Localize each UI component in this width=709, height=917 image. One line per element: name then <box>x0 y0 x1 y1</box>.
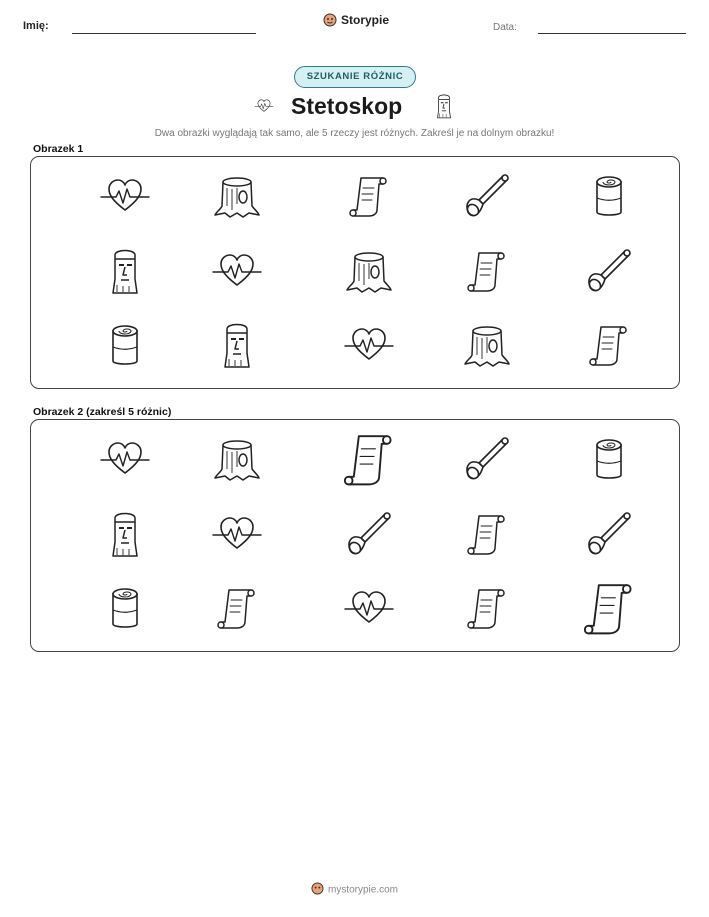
heartbeat-icon[interactable] <box>211 508 263 560</box>
moai-icon <box>430 91 458 121</box>
heartbeat-icon <box>211 245 263 297</box>
scroll-icon[interactable] <box>211 582 263 634</box>
horn-icon[interactable] <box>583 508 635 560</box>
name-label: Imię: <box>23 20 49 32</box>
heartbeat-icon <box>250 96 278 116</box>
scroll-icon[interactable] <box>336 426 402 492</box>
heartbeat-icon[interactable] <box>99 433 151 485</box>
name-field-line[interactable] <box>72 33 256 34</box>
log-icon[interactable] <box>583 433 635 485</box>
date-label: Data: <box>493 22 517 33</box>
scroll-icon[interactable] <box>461 582 513 634</box>
scroll-icon <box>343 170 395 222</box>
scroll-icon <box>583 319 635 371</box>
storypie-mascot-icon <box>323 13 337 27</box>
brand-name: Storypie <box>341 13 390 27</box>
picture2-label: Obrazek 2 (zakreśl 5 różnic) <box>33 406 172 418</box>
picture2-panel[interactable] <box>30 419 680 652</box>
scroll-icon[interactable] <box>461 508 513 560</box>
log-icon <box>583 170 635 222</box>
brand-logo <box>323 13 389 27</box>
footer-url[interactable]: mystorypie.com <box>327 884 398 896</box>
date-field-line[interactable] <box>538 33 686 34</box>
moai-icon <box>99 245 151 297</box>
picture1-label: Obrazek 1 <box>33 143 84 155</box>
stump-icon <box>461 319 513 371</box>
moai-icon <box>211 319 263 371</box>
stump-icon <box>211 170 263 222</box>
heartbeat-icon <box>99 170 151 222</box>
picture1-panel <box>30 156 680 389</box>
heartbeat-icon[interactable] <box>343 582 395 634</box>
horn-icon <box>583 245 635 297</box>
log-icon[interactable] <box>99 582 151 634</box>
stump-icon[interactable] <box>211 433 263 485</box>
horn-icon <box>461 170 513 222</box>
heartbeat-icon <box>343 319 395 371</box>
footer <box>0 882 709 898</box>
storypie-mascot-icon <box>311 882 324 898</box>
page-title: Stetoskop <box>291 93 403 119</box>
scroll-icon <box>461 245 513 297</box>
scroll-icon[interactable] <box>576 575 642 641</box>
horn-icon[interactable] <box>461 433 513 485</box>
stump-icon <box>343 245 395 297</box>
activity-badge: SZUKANIE RÓŻNIC <box>294 66 416 88</box>
log-icon <box>99 319 151 371</box>
moai-icon[interactable] <box>99 508 151 560</box>
instructions: Dwa obrazki wyglądają tak samo, ale 5 rzeczy jest różnych. Zakreśl je na dolnym obrazku! <box>154 128 555 139</box>
horn-icon[interactable] <box>343 508 395 560</box>
